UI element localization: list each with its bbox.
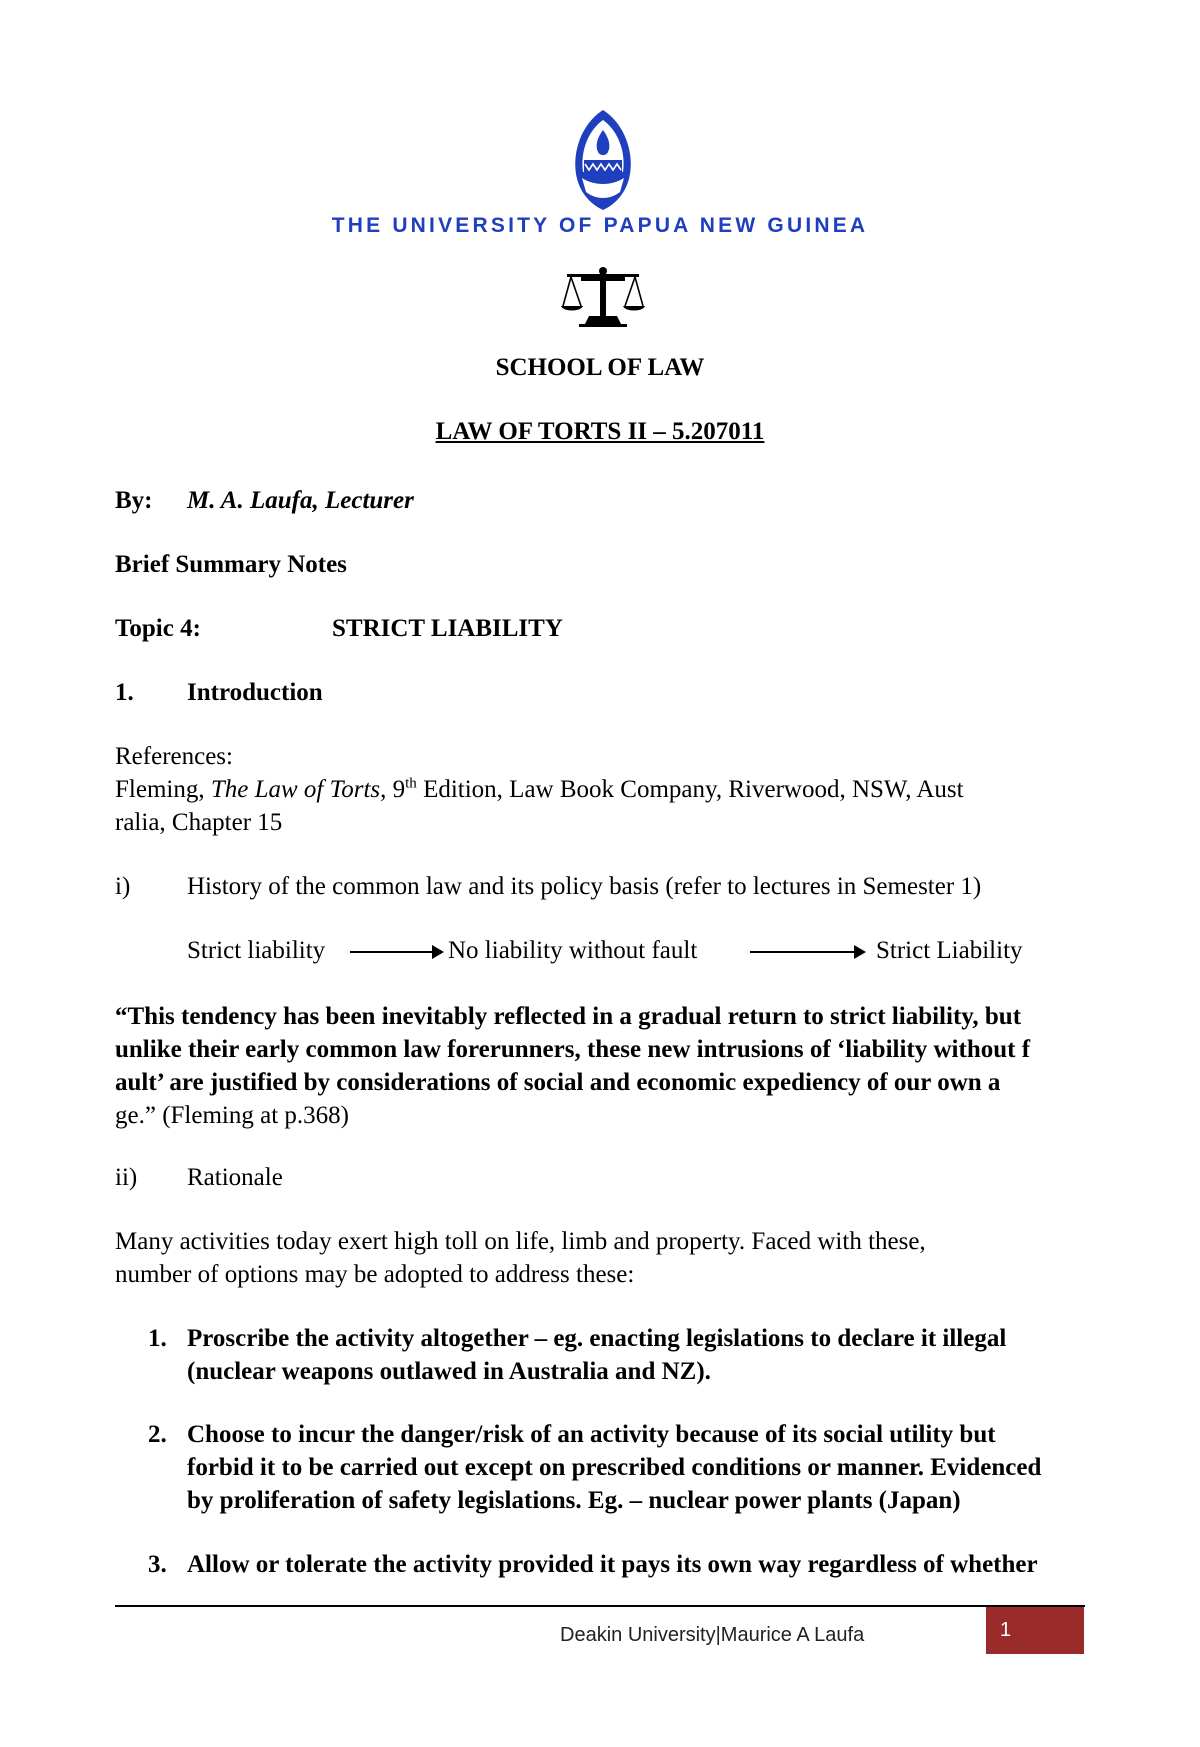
item-i-text: History of the common law and its policy basis (refer to lectures in Semester 1): [187, 873, 982, 900]
flow-step-1: Strict liability: [187, 937, 326, 964]
option-2-line-1: Choose to incur the danger/risk of an activity because of its social utility but: [187, 1421, 996, 1448]
reference-book-title: The Law of Torts: [210, 776, 381, 803]
option-2-line-2: forbid it to be carried out except on prescribed conditions or manner. Evidenced: [187, 1454, 1042, 1481]
topic-title: STRICT LIABILITY: [332, 615, 563, 642]
quote-line-2: unlike their early common law forerunners, these new intrusions of ‘liability without f: [115, 1036, 1031, 1063]
option-2-number: 2.: [148, 1421, 167, 1448]
section-number: 1.: [115, 679, 134, 706]
topic-label: Topic 4:: [115, 615, 201, 642]
course-title: LAW OF TORTS II – 5.207011: [435, 418, 765, 445]
item-i-marker: i): [115, 873, 131, 900]
author-name: M. A. Laufa, Lecturer: [187, 487, 414, 514]
option-2-text: [187, 1418, 1085, 1517]
option-3-text: [187, 1548, 1085, 1581]
footer-divider: [115, 1605, 1085, 1607]
author-label: By:: [115, 487, 153, 514]
flow-step-3: Strict Liability: [876, 937, 1023, 964]
quote-line-4: ge.” (Fleming at p.368): [115, 1102, 349, 1129]
reference-line-2: ralia, Chapter 15: [115, 809, 283, 836]
option-3-line-1: Allow or tolerate the activity provided it pays its own way regardless of whether: [187, 1551, 1038, 1578]
quote-line-1: “This tendency has been inevitably reflected in a gradual return to strict liability, but: [115, 1003, 1022, 1030]
university-crest-icon: [570, 108, 636, 212]
reference-publisher: Edition, Law Book Company, Riverwood, NSW, Aust: [416, 776, 964, 803]
item-ii-marker: ii): [115, 1164, 138, 1191]
reference-edition-sup: th: [405, 775, 417, 792]
references-label: References:: [115, 743, 233, 770]
item-ii-text: Rationale: [187, 1164, 283, 1191]
rationale-paragraph: [115, 1225, 1085, 1291]
reference-edition: , 9: [380, 776, 406, 803]
course-title-wrap: [0, 418, 1200, 446]
scales-of-justice-icon: [559, 266, 647, 328]
university-name: THE UNIVERSITY OF PAPUA NEW GUINEA: [331, 214, 869, 237]
flow-arrow-1: [350, 951, 442, 953]
option-1-text: [187, 1322, 1085, 1388]
footer-text: Deakin University|Maurice A Laufa: [560, 1624, 865, 1646]
rationale-line-1: Many activities today exert high toll on life, limb and property. Faced with these,: [115, 1228, 926, 1255]
page-number-badge: 1: [986, 1607, 1084, 1654]
option-1-line-2: (nuclear weapons outlawed in Australia and NZ).: [187, 1358, 711, 1385]
flow-arrow-2: [750, 951, 864, 953]
quote-line-3: ault’ are justified by considerations of social and economic expediency of our own a: [115, 1069, 1001, 1096]
option-3-number: 3.: [148, 1551, 167, 1578]
option-1-number: 1.: [148, 1325, 167, 1352]
section-title: Introduction: [187, 679, 323, 706]
flow-step-2: No liability without fault: [448, 937, 698, 964]
rationale-line-2: number of options may be adopted to address these:: [115, 1261, 635, 1288]
school-title: SCHOOL OF LAW: [495, 354, 705, 381]
option-2-line-3: by proliferation of safety legislations. Eg. – nuclear power plants (Japan): [187, 1487, 961, 1514]
reference-author: Fleming,: [115, 776, 211, 803]
doc-type: Brief Summary Notes: [115, 551, 347, 578]
reference-line-1: [115, 773, 1085, 806]
quote-block: [115, 1000, 1085, 1132]
option-1-line-1: Proscribe the activity altogether – eg. enacting legislations to declare it illegal: [187, 1325, 1007, 1352]
